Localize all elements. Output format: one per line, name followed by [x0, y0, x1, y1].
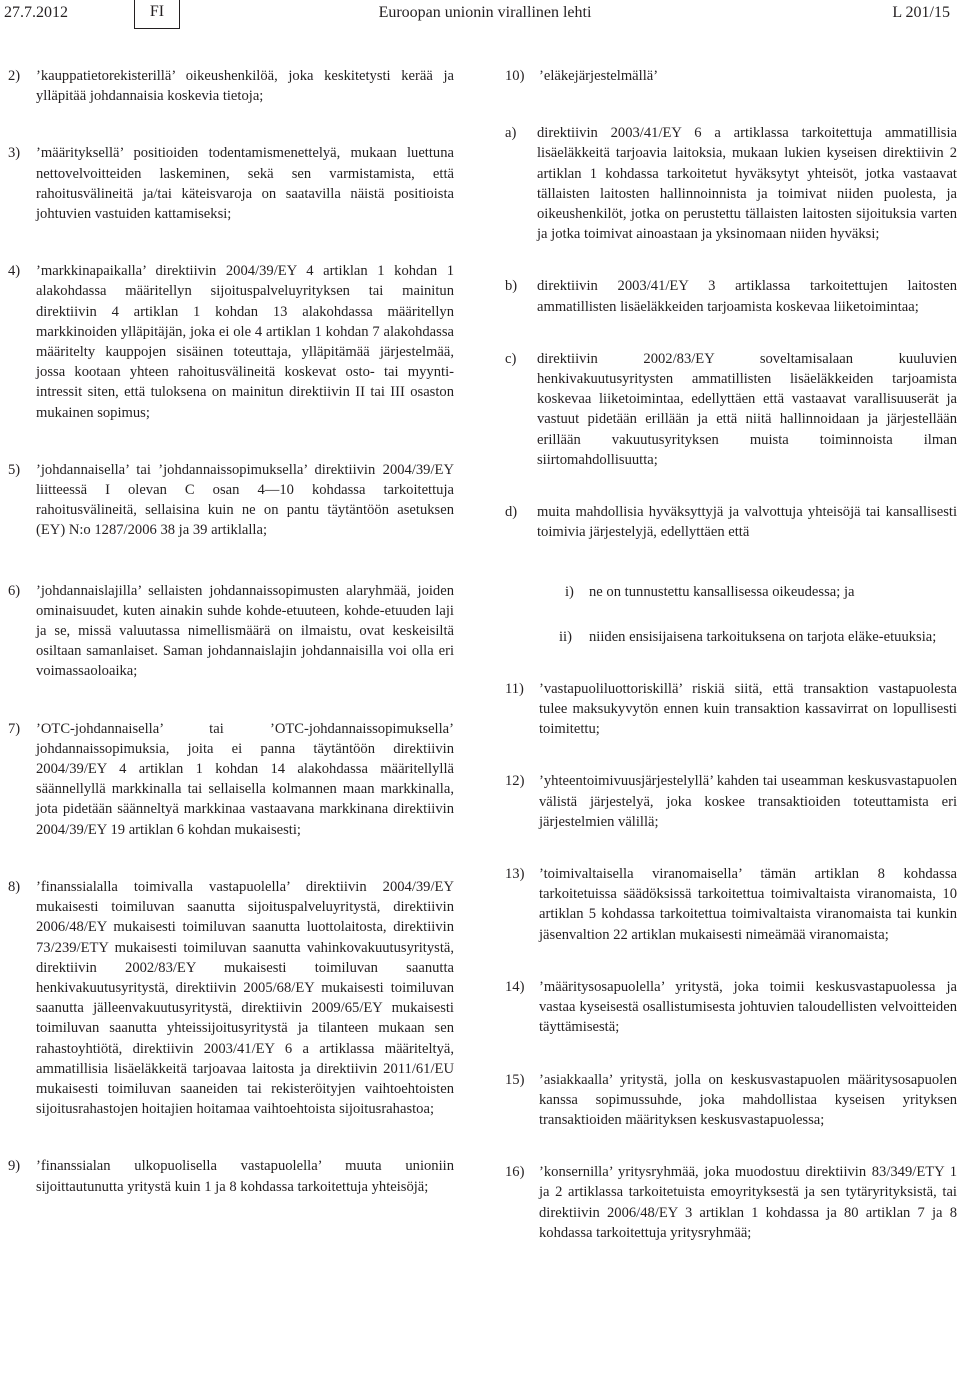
item-text: ’OTC-johdannaisella’ tai ’OTC-johdannaissopimuksella’ johdannaissopimuksia, joita ei panna täytäntöön direktiivin 2004/39/EY 4 artiklan 1 kohdan 14 alakohdassa määritellyllä säännellyllä markkinalla tai sellaisella kolmannen maan markkinalla, jota pidetään säänneltyä markkinaa vastaavana markkinana direktiivin 2004/39/EY 19 artiklan 6 kohdan mukaisesti; [36, 720, 454, 838]
definition-item [505, 1070, 957, 1131]
left-column [8, 66, 454, 1197]
definition-item [505, 66, 957, 86]
item-text: ’määritysosapuolella’ yritystä, joka toimii keskusvastapuolessa ja vastaa kyseisestä osallistumisesta johtuvien taloudellisten velvoitteiden täyttämisestä; [539, 978, 957, 1036]
definition-item [8, 261, 454, 423]
sub-item [505, 123, 957, 244]
item-text: ’vastapuoliluottoriskillä’ riskiä siitä, että transaktion vastapuolesta tulee maksukyvytön ennen kuin transaktion kassavirrat on lopullisesti toimitettu; [539, 680, 957, 738]
item-number: 9) [8, 1158, 21, 1175]
item-text: ’toimivaltaisella viranomaisella’ tämän artiklan 8 kohdassa tarkoitetuissa säädöksissä tarkoitettua toimivaltaista viranomaista, 10 artiklan 5 kohdassa tarkoitettua toimivaltaista viranomaista tai kunkin jäsenvaltion 22 artiklan mukaisesti nimeämää viranomaista; [539, 866, 957, 943]
definition-item [505, 864, 957, 945]
item-number: 14) [505, 978, 525, 995]
definition-item [8, 877, 454, 1119]
item-number: 4) [8, 263, 21, 280]
definition-item [505, 977, 957, 1038]
item-letter: b) [505, 278, 518, 295]
item-text: ’asiakkaalla’ yritystä, jolla on keskusvastapuolen määritysosapuolen kanssa sopimussuhde, joka mahdollistaa kyseisen yrityksen transaktioiden määrityksen keskusvastapuolessa; [539, 1071, 957, 1128]
item-text: ’eläkejärjestelmällä’ [539, 68, 659, 84]
definition-item [505, 771, 957, 832]
item-number: 13) [505, 866, 525, 883]
item-letter: d) [505, 504, 518, 521]
item-text: ’konsernilla’ yritysryhmää, joka muodostuu direktiivin 83/349/ETY 1 ja 2 artiklassa tarkoitetuista emoyrityksestä ja sen tytäryrityksistä, tai direktiivin 2006/48/EY 3 artiklan 1 kohdassa ja 80 artiklan 7 ja 8 kohdassa tarkoitettuja yritysryhmää; [539, 1164, 957, 1241]
page-header [0, 0, 960, 36]
item-text: niiden ensisijaisena tarkoituksena on tarjota eläke-etuuksia; [589, 628, 937, 645]
sub-item [505, 349, 957, 470]
item-number: 15) [505, 1071, 525, 1088]
item-number: 11) [505, 680, 524, 697]
sub-sub-item [505, 627, 957, 647]
item-letter: c) [505, 350, 517, 367]
definition-item [8, 460, 454, 541]
item-text: ne on tunnustettu kansallisessa oikeudessa; ja [589, 584, 855, 601]
item-roman: ii) [559, 628, 572, 645]
item-number: 6) [8, 582, 21, 599]
item-letter: a) [505, 125, 517, 142]
definition-item [8, 66, 454, 106]
item-text: direktiivin 2002/83/EY soveltamisalaan kuuluvien henkivakuutusyritysten ammatillisten lisäeläkkeiden tarjoamista koskevaa liiketoimintaa, edellyttäen että vastaavat varallisuuserät ja vastuut pidetään erillään ja että niitä hallinnoidaan ja järjestellään erillään vakuutusyrityksen muista toiminnoista ilman siirtomahdollisuutta; [537, 350, 957, 468]
item-text: ’johdannaisella’ tai ’johdannaissopimuksella’ direktiivin 2004/39/EY liitteessä I olevan C osan 4—10 kohdassa tarkoitettuja rahoitusvälineitä, sellaisina kuin ne on pantu täytäntöön asetuksen (EY) N:o 1287/2006 38 ja 39 artiklalla; [36, 461, 454, 539]
item-text: ’markkinapaikalla’ direktiivin 2004/39/EY 4 artiklan 1 kohdan 1 alakohdassa määritellyn sijoituspalveluyrityksen tai mainitun direktiivin 4 artiklan 1 kohdan 13 alakohdassa määritellyn markkinoiden ylläpitäjän, joka ei ole 4 artiklan 1 kohdan 7 alakohdassa määritelty kauppojen sisäinen toteuttaja, ylläpitämää järjestelmää, jossa kootaan yhteen rahoitusvälineitä koskevat osto- tai myynti-intressit siten, että tuloksena on mainitun direktiivin II tai III osaston mukainen sopimus; [36, 263, 454, 421]
item-roman: i) [565, 584, 574, 601]
item-text: direktiivin 2003/41/EY 3 artiklassa tarkoitettujen laitosten ammatillisten lisäeläkkeiden tarjoamista koskevaa liiketoimintaa; [537, 278, 957, 315]
item-number: 3) [8, 145, 21, 162]
item-text: ’finanssialalla toimivalla vastapuolella’ direktiivin 2004/39/EY mukaisesti toimiluvan saanutta sijoituspalveluyritystä, direktiivin 2006/48/EY mukaisesti toimiluvan saanutta luottolaitosta, direktiivin 73/239/ETY mukaisesti toimiluvan saanutta vahinkovakuutusyritystä, direktiivin 2002/83/EY mukaisesti toimiluvan saanutta henkivakuutusyritystä, direktiivin 2005/68/EY mukaisesti toimiluvan saanutta jälleenvakuutusyritystä, direktiivin 2009/65/EY mukaisesti toimiluvan saanutta yhteissijoitusyritystä ja tilanteen mukaan sen rahastoyhtiötä, direktiivin 2003/41/EY 6 a artiklassa määriteltyä, ammatillisia lisäeläkkeitä tarjoavaa laitosta ja direktiivin 2011/61/EU mukaisesti toimiluvan saaneiden tai rekisteröityjen vaihtoehtoisten sijoitusrahastojen hoitajien hoitamaa vaihtoehtoista sijoitusrahastoa; [36, 878, 454, 1118]
item-number: 5) [8, 461, 21, 478]
sub-item [505, 502, 957, 542]
item-text: ’kauppatietorekisterillä’ oikeushenkilöä, joka keskitetysti kerää ja ylläpitää johdannaisia koskevia tietoja; [36, 68, 454, 105]
item-text: direktiivin 2003/41/EY 6 a artiklassa tarkoitettuja ammatillisia lisäeläkkeitä tarjoavia laitoksia, mukaan lukien kyseisen direktiivin 2 artiklan 1 kohdassa tarkoitetut hyväksytyt yhteisöt, jotka vastaavat tällaisten laitosten hallinnoinnista ja toimivat niiden puolesta, ja oikeushenkilöt, jotka on perustettu tällaisten laitosten sijoituksia varten ja jotka toimivat ainoastaan ja yksinomaan niiden hyväksi; [537, 125, 957, 243]
definition-item [505, 1162, 957, 1243]
item-text: muita mahdollisia hyväksyttyjä ja valvottuja yhteisöjä tai kansallisesti toimivia järjestelyjä, edellyttäen että [537, 504, 957, 541]
item-number: 7) [8, 720, 21, 737]
definition-item [8, 581, 454, 682]
sub-item [505, 276, 957, 316]
right-column [505, 66, 957, 1243]
item-text: ’johdannaislajilla’ sellaisten johdannaissopimusten alaryhmää, joiden ominaisuudet, kuten ainakin suhde kohde-etuuteen, kohde-etuuden laji ja se, missä valuutassa nimellismäärä on ilmaistu, ovat keskeisiltä osiltaan samanlaiset. Saman johdannaislajin johdannaisilla voi olla eri voimassaoloaika; [36, 582, 454, 680]
item-text: ’määrityksellä’ positioiden todentamismenettelyä, mukaan luettuna nettovelvoitteiden laskeminen, sekä sen varmistamista, että rahoitusvälineitä ja/tai käteisvaroja on saatavilla näistä positioista johtuvien vastuiden kattamiseksi; [36, 145, 454, 223]
item-number: 10) [505, 68, 525, 84]
sub-sub-item [505, 582, 957, 602]
item-number: 12) [505, 773, 525, 790]
item-text: ’yhteentoimivuusjärjestelyllä’ kahden tai useamman keskusvastapuolen välistä järjestelyä, joka koskee transaktioiden toteuttamista eri järjestelmien välillä; [539, 773, 957, 830]
journal-title: Euroopan unionin virallinen lehti [378, 4, 592, 21]
item-text: ’finanssialan ulkopuolisella vastapuolella’ muuta unioniin sijoittautunutta yritystä kuin 1 ja 8 kohdassa tarkoitettuja yhteisöjä; [36, 1158, 454, 1195]
item-number: 2) [8, 68, 21, 84]
definition-item [8, 143, 454, 224]
language-code: FI [134, 0, 180, 29]
definition-item [505, 679, 957, 740]
definition-item [8, 719, 454, 840]
item-number: 16) [505, 1164, 525, 1181]
item-number: 8) [8, 878, 21, 895]
publication-date: 27.7.2012 [4, 4, 68, 21]
definition-item [8, 1156, 454, 1196]
page-number: L 201/15 [892, 4, 950, 21]
